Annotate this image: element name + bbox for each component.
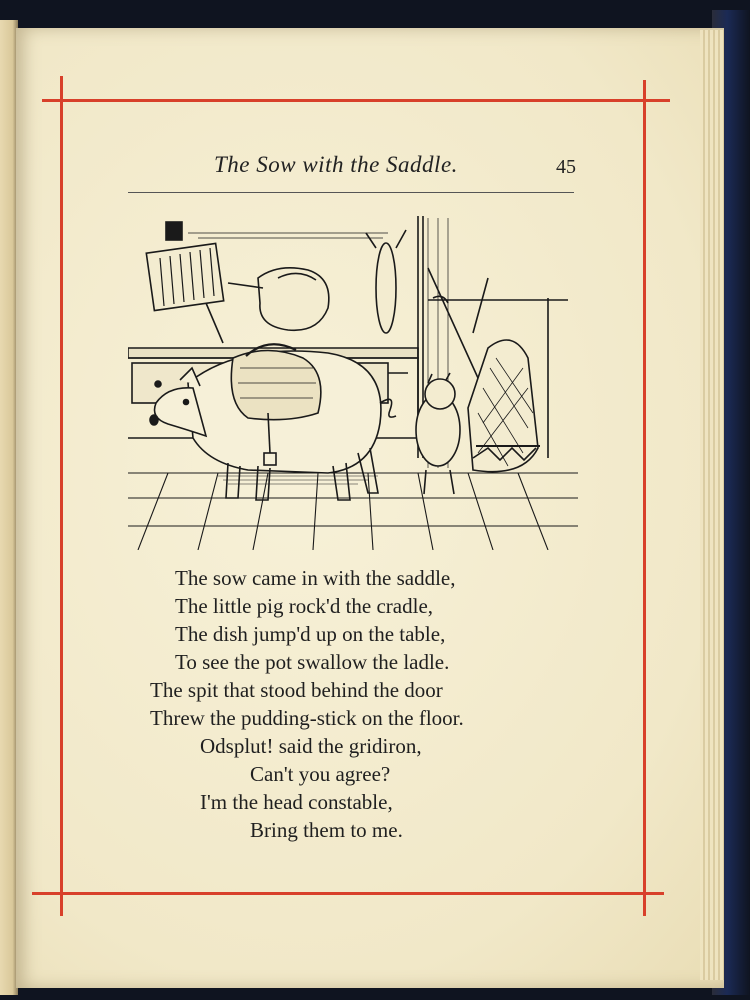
- verse-line: The sow came in with the saddle,: [175, 566, 456, 590]
- verse-line: Can't you agree?: [250, 762, 391, 786]
- verse-line: I'm the head constable,: [200, 790, 393, 814]
- verse-line: Odsplut! said the gridiron,: [200, 734, 422, 758]
- border-rule-bottom: [32, 892, 664, 895]
- header-rule: [128, 192, 574, 193]
- verse-line: The dish jump'd up on the table,: [175, 622, 446, 646]
- verse-line: Bring them to me.: [250, 818, 403, 842]
- page-number: 45: [556, 156, 576, 178]
- verse-line: Threw the pudding-stick on the floor.: [150, 706, 464, 730]
- border-rule-left: [60, 76, 63, 916]
- verse-line: The spit that stood behind the door: [150, 678, 443, 702]
- border-rule-right: [643, 80, 646, 916]
- verse-line: To see the pot swallow the ladle.: [175, 650, 450, 674]
- running-head: The Sow with the Saddle.: [214, 152, 458, 177]
- verse-line: The little pig rock'd the cradle,: [175, 594, 434, 618]
- border-rule-top: [42, 99, 670, 102]
- page-fore-edge: [700, 30, 724, 980]
- illustration-pig-with-saddle: [128, 208, 578, 550]
